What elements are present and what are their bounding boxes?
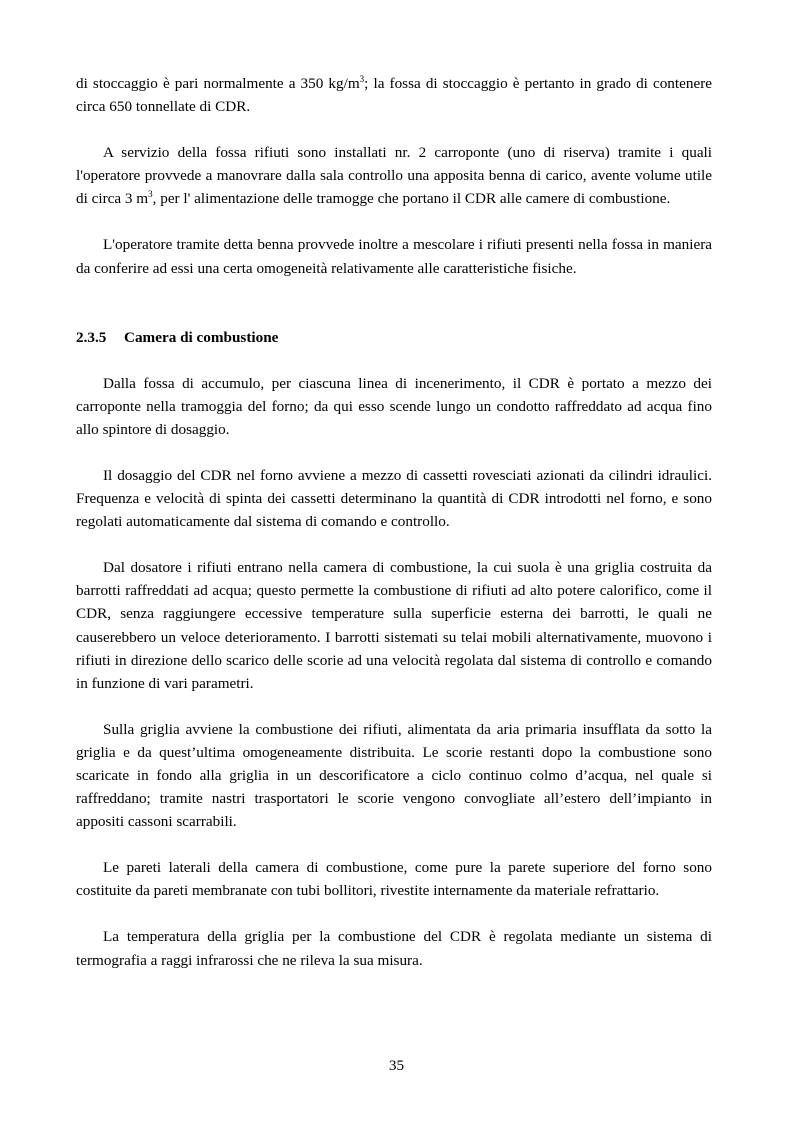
- section-heading: [76, 326, 712, 349]
- paragraph-carroponte: [76, 141, 712, 210]
- paragraph-dosaggio: Il dosaggio del CDR nel forno avviene a mezzo di cassetti rovesciati azionati da cilindri idraulici. Frequenza e velocità di spinta dei cassetti determinano la quantità di CDR introdotti nel forno, e sono regolati automaticamente dal sistema di comando e controllo.: [76, 466, 712, 531]
- page-number: 35: [388, 1057, 405, 1074]
- paragraph-text: di stoccaggio è pari normalmente a 350 kg/m: [76, 75, 360, 92]
- paragraph-text: , per l' alimentazione delle tramogge che portano il CDR alle camere di combustione.: [152, 190, 671, 208]
- paragraph-griglia: Dal dosatore i rifiuti entrano nella camera di combustione, la cui suola è una griglia costruita da barrotti raffreddati ad acqua; questo permette la combustione di rifiuti ad alto potere calorifico, come il CDR, senza raggiungere eccessive temperature sulla superficie esterna dei barrotti, le quali ne causerebbero un veloce deterioramento. I barrotti sistemati su telai mobili alternativamente, muovono i rifiuti in direzione dello scarico delle scorie ad una velocità regolata dal sistema di controllo e comando in funzione di vari parametri.: [76, 559, 712, 692]
- paragraph-benna: L'operatore tramite detta benna provvede inoltre a mescolare i rifiuti presenti nella fossa in maniera da conferire ad essi una certa omogeneità relativamente alle caratteristiche fisiche.: [76, 236, 712, 277]
- paragraph-fossa-accumulo: Dalla fossa di accumulo, per ciascuna linea di incenerimento, il CDR è portato a mezzo dei carroponte nella tramoggia del forno; da qui esso scende lungo un condotto raffreddato ad acqua fino allo spintore di dosaggio.: [76, 374, 712, 438]
- superscript-exponent: 3: [359, 74, 365, 84]
- section-number: 2.3.5: [76, 328, 107, 346]
- paragraph-stoccaggio: [76, 72, 712, 118]
- paragraph-text: A servizio della fossa rifiuti sono installati nr. 2 carroponte (uno di riserva) tramite i quali l'operatore provvede a manovrare dalla sala controllo una apposita benna di carico, avente volume utile di circa 3 m: [76, 144, 712, 208]
- page-body: [76, 72, 712, 972]
- superscript-exponent: 3: [148, 189, 153, 200]
- paragraph-combustione: Sulla griglia avviene la combustione dei rifiuti, alimentata da aria primaria insufflata da sotto la griglia e da quest’ultima omogeneamente distribuita. Le scorie restanti dopo la combustione sono scaricate in fondo alla griglia in un descorificatore a ciclo continuo colmo d’acqua, nel quale si raffreddano; tramite nastri trasportatori le scorie vengono convogliate all’estero dell’impianto in appositi cassoni scarrabili.: [76, 720, 712, 831]
- paragraph-pareti: Le pareti laterali della camera di combustione, come pure la parete superiore del forno sono costituite da pareti membranate con tubi bollitori, rivestite internamente da materiale refrattario.: [76, 859, 712, 900]
- section-title: Camera di combustione: [124, 328, 279, 346]
- paragraph-text: ; la fossa di stoccaggio è pertanto in grado di contenere circa 650 tonnellate di CDR.: [76, 75, 712, 116]
- paragraph-temperatura: La temperatura della griglia per la combustione del CDR è regolata mediante un sistema di termografia a raggi infrarossi che ne rileva la sua misura.: [76, 928, 712, 969]
